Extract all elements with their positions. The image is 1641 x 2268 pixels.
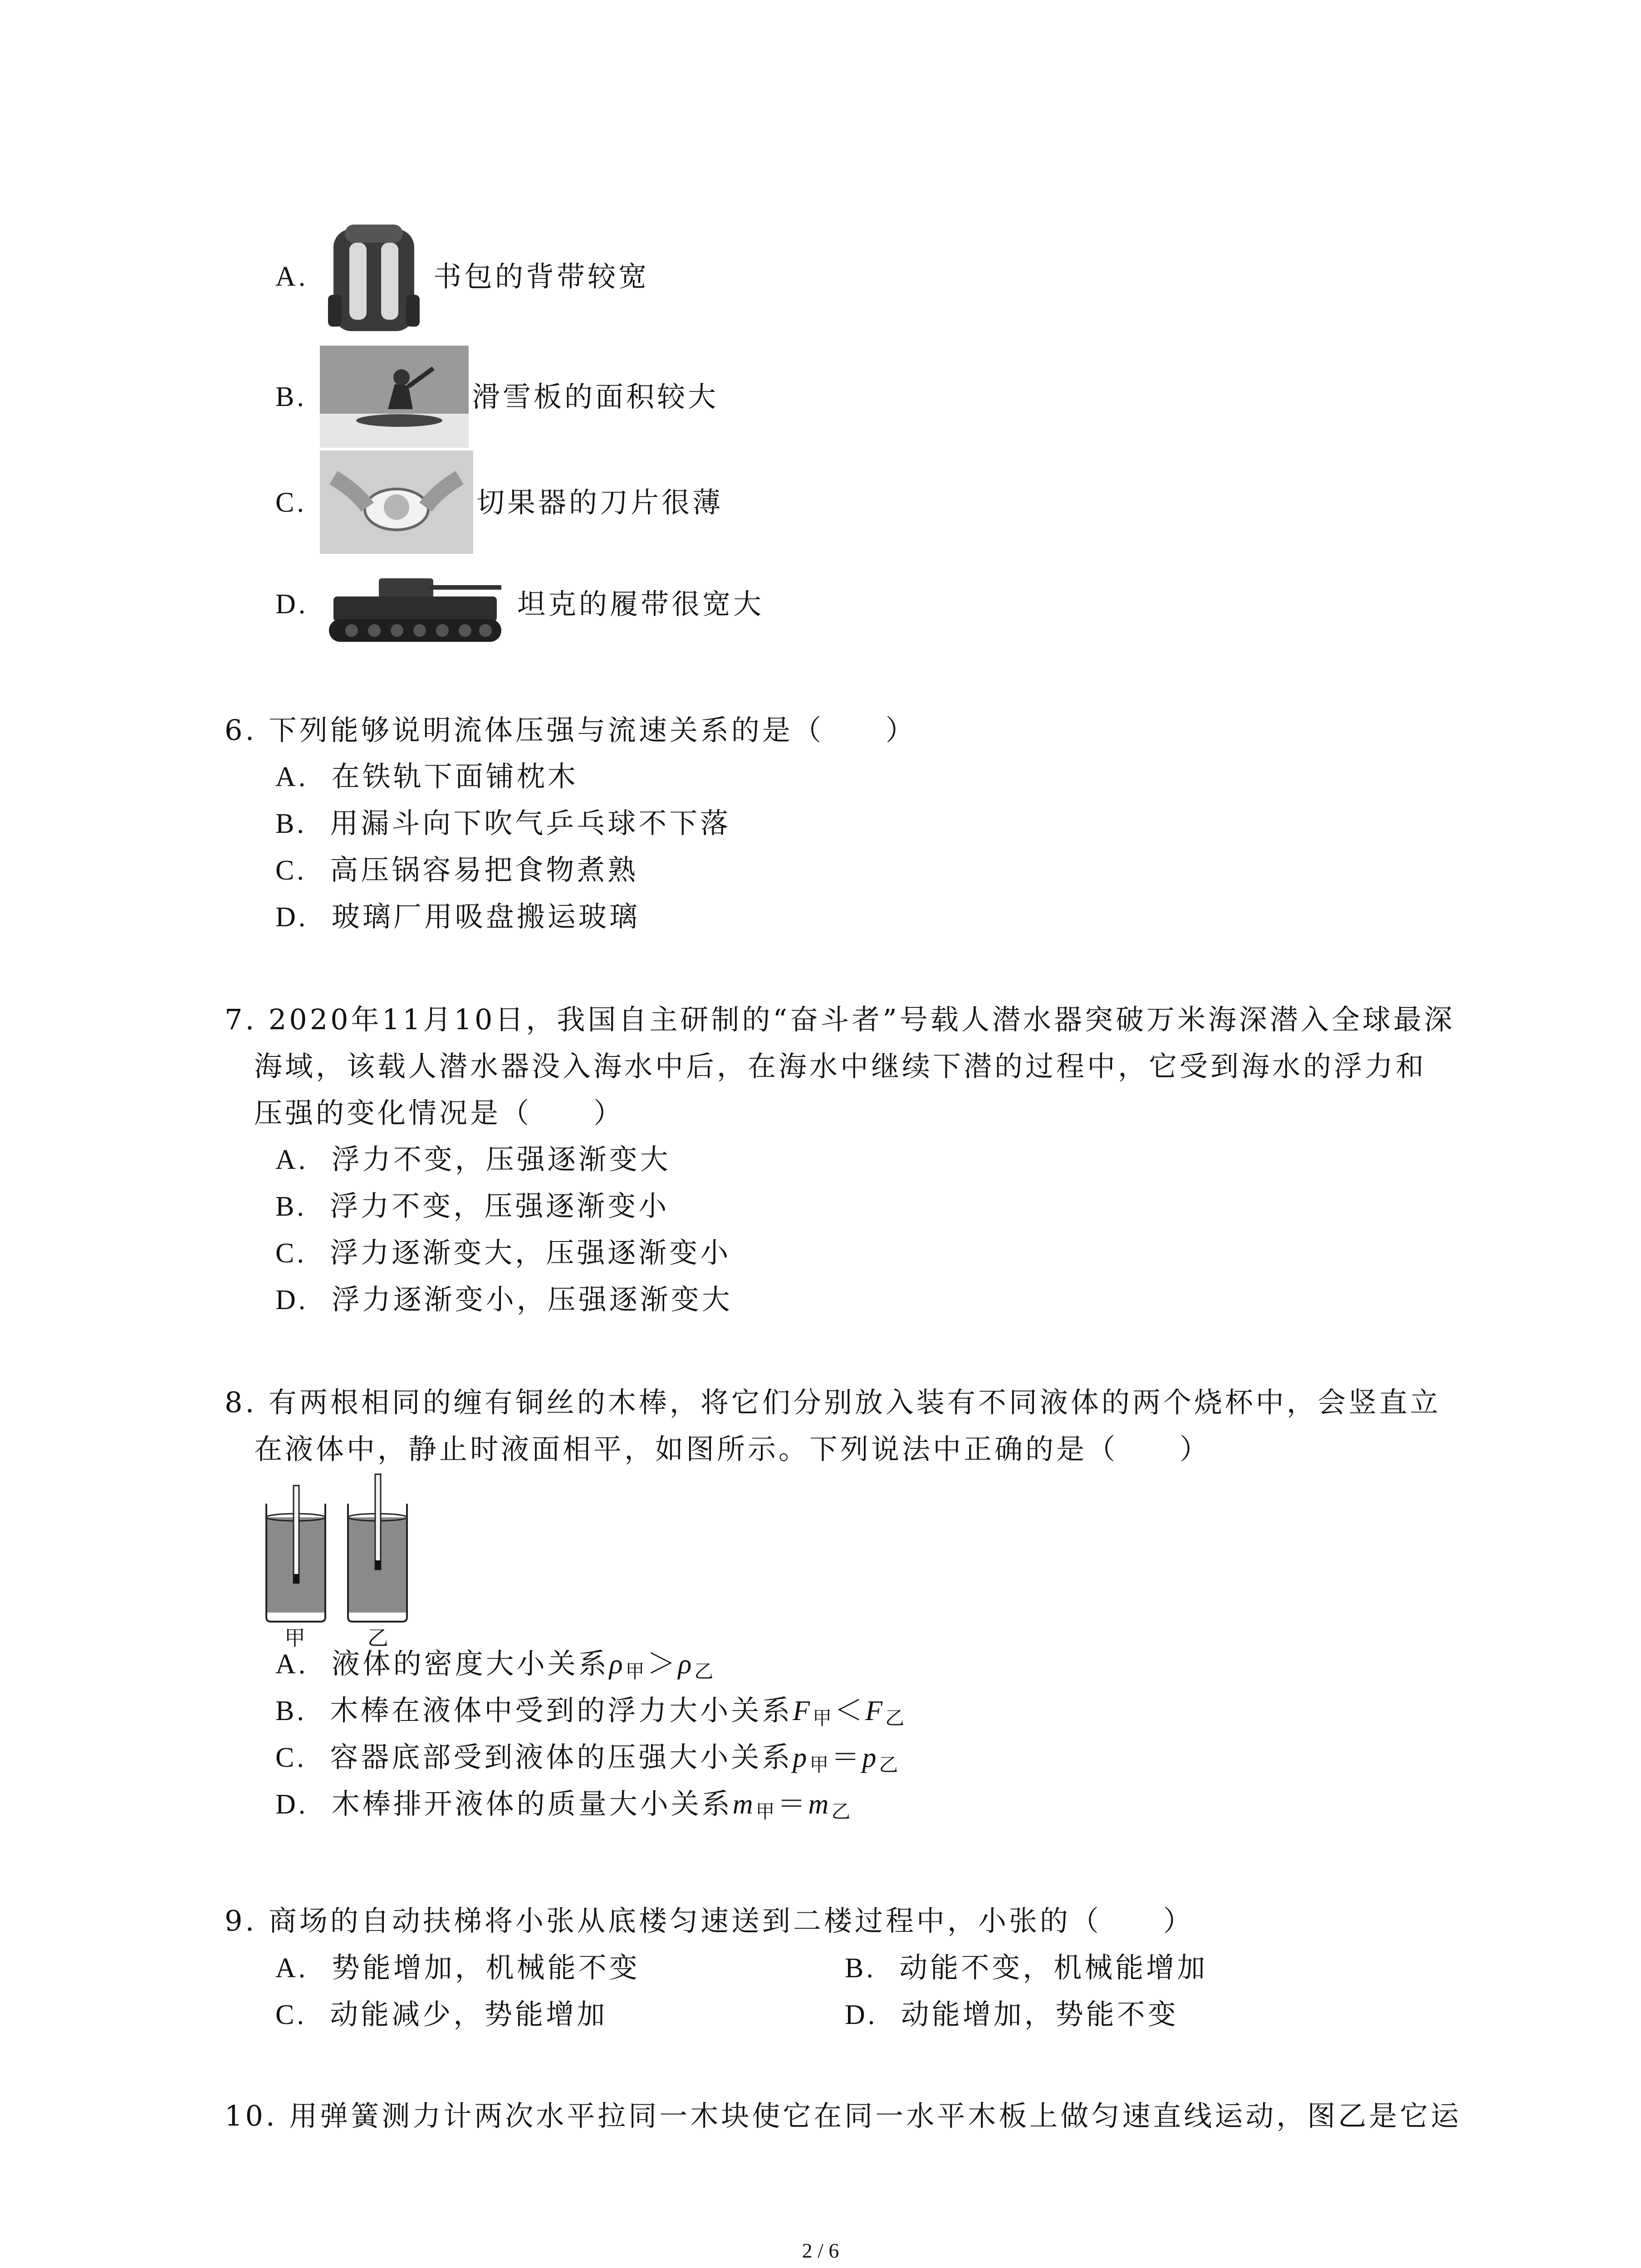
tank-photo bbox=[320, 560, 509, 651]
question-stem: 6. 下列能够说明流体压强与流速关系的是（ ） bbox=[225, 714, 916, 747]
option-c: C. 浮力逐渐变大，压强逐渐变小 bbox=[275, 1236, 731, 1269]
option-text: 滑雪板的面积较大 bbox=[472, 380, 719, 413]
beaker-label-yi: 乙 bbox=[367, 1626, 388, 1650]
option-b: B. 用漏斗向下吹气乒乓球不下落 bbox=[275, 807, 731, 840]
option-text: 坦克的履带很宽大 bbox=[517, 587, 764, 621]
question-stem-line: 海域，该载人潜水器没入海水中后，在海水中继续下潜的过程中，它受到海水的浮力和 bbox=[254, 1050, 1427, 1083]
question-stem-line: 7. 2020年11月10日，我国自主研制的“奋斗者”号载人潜水器突破万米海深潜入全球最深 bbox=[225, 1003, 1455, 1036]
option-c: C. 动能减少，势能增加 bbox=[275, 1998, 608, 2031]
option-letter: C. bbox=[275, 487, 307, 518]
option-a: A. 在铁轨下面铺枕木 bbox=[275, 760, 578, 793]
fruit-cutter-photo bbox=[320, 450, 473, 554]
option-letter: A. bbox=[275, 261, 309, 292]
page-number: 2 / 6 bbox=[802, 2239, 839, 2262]
snowboard-photo bbox=[320, 346, 469, 448]
option-d: D. 动能增加，势能不变 bbox=[845, 1998, 1179, 2031]
option-c: C. 高压锅容易把食物煮熟 bbox=[275, 853, 639, 886]
beaker-label-jia: 甲 bbox=[284, 1626, 305, 1650]
option-letter: B. bbox=[275, 381, 307, 412]
question-stem: 10. 用弹簧测力计两次水平拉同一木块使它在同一水平木板上做匀速直线运动，图乙是它运 bbox=[225, 2099, 1462, 2132]
option-letter: D. bbox=[275, 589, 309, 620]
option-d: D. 木棒排开液体的质量大小关系m甲＝m乙 bbox=[275, 1787, 853, 1823]
option-b: B. 木棒在液体中受到的浮力大小关系F甲＜F乙 bbox=[275, 1694, 907, 1729]
option-c: C. 容器底部受到液体的压强大小关系p甲＝p乙 bbox=[275, 1740, 901, 1776]
question-stem: 9. 商场的自动扶梯将小张从底楼匀速送到二楼过程中，小张的（ ） bbox=[225, 1904, 1194, 1937]
option-a: A. 浮力不变，压强逐渐变大 bbox=[275, 1143, 671, 1176]
option-d: D. 浮力逐渐变小，压强逐渐变大 bbox=[275, 1283, 733, 1316]
backpack-photo bbox=[320, 218, 428, 335]
option-text: 书包的背带较宽 bbox=[433, 260, 650, 293]
option-d: D. 玻璃厂用吸盘搬运玻璃 bbox=[275, 900, 640, 933]
option-a: A. 液体的密度大小关系ρ甲＞ρ乙 bbox=[275, 1647, 716, 1682]
question-stem-line: 压强的变化情况是（ ） bbox=[254, 1096, 625, 1129]
option-b: B. 动能不变，机械能增加 bbox=[845, 1951, 1208, 1984]
option-text: 切果器的刀片很薄 bbox=[476, 486, 724, 519]
question-stem-line: 在液体中，静止时液面相平，如图所示。下列说法中正确的是（ ） bbox=[254, 1432, 1211, 1466]
beakers-figure bbox=[261, 1472, 411, 1650]
option-b: B. 浮力不变，压强逐渐变小 bbox=[275, 1189, 670, 1222]
question-stem-line: 8. 有两根相同的缠有铜丝的木棒，将它们分别放入装有不同液体的两个烧杯中，会竖直立 bbox=[225, 1386, 1441, 1419]
option-a: A. 势能增加，机械能不变 bbox=[275, 1951, 640, 1984]
